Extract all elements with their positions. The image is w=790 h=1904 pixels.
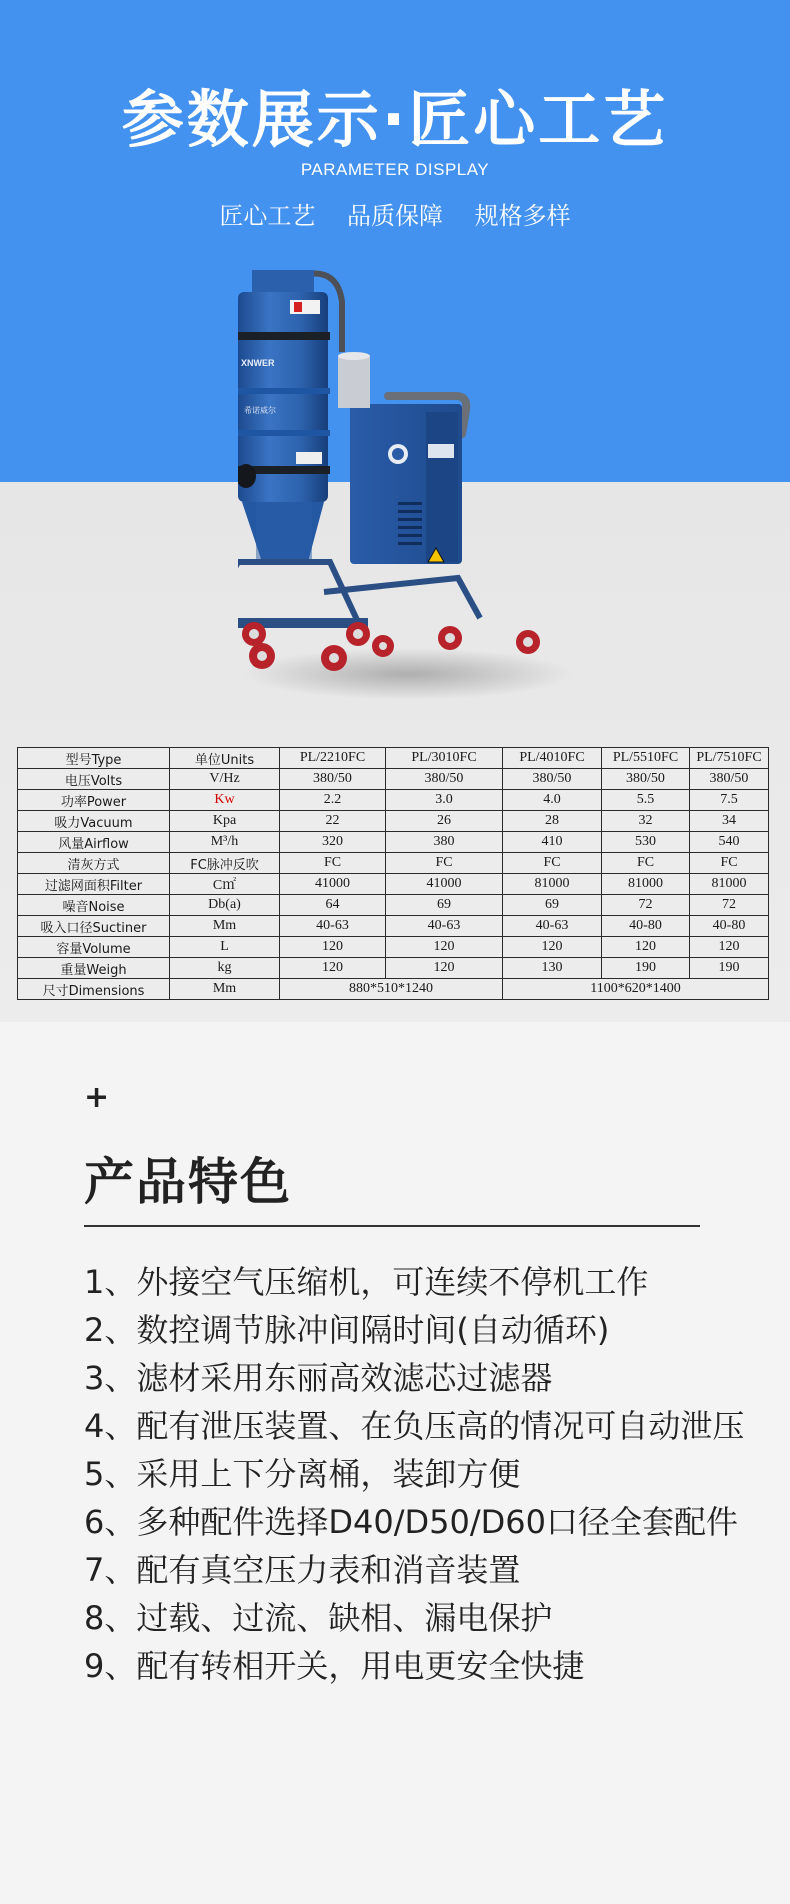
table-cell: PL/4010FC	[503, 748, 602, 769]
table-cell: Mm	[170, 916, 280, 937]
table-cell: 530	[602, 832, 690, 853]
table-cell: 380/50	[690, 769, 769, 790]
table-cell: 380	[386, 832, 503, 853]
spec-table	[17, 747, 769, 1000]
table-cell: 吸力Vacuum	[18, 811, 170, 832]
table-cell: PL/5510FC	[602, 748, 690, 769]
table-cell: 容量Volume	[18, 937, 170, 958]
slogan-variety: 规格多样	[474, 202, 571, 230]
table-row	[18, 790, 769, 811]
table-cell: 40-80	[690, 916, 769, 937]
features-list	[84, 1258, 744, 1690]
table-row	[18, 916, 769, 937]
features-heading: 产品特色	[84, 1153, 292, 1211]
table-cell: 2.2	[280, 790, 386, 811]
table-cell: C㎡	[170, 874, 280, 895]
table-cell: 40-80	[602, 916, 690, 937]
table-cell: FC	[602, 853, 690, 874]
table-cell: 5.5	[602, 790, 690, 811]
table-cell: 32	[602, 811, 690, 832]
table-cell: 72	[602, 895, 690, 916]
slogan-quality: 品质保障	[347, 202, 443, 230]
table-cell: 120	[386, 958, 503, 979]
table-cell: 72	[690, 895, 769, 916]
table-cell: 540	[690, 832, 769, 853]
table-row	[18, 979, 769, 1000]
table-cell: 69	[503, 895, 602, 916]
machine-brand-cn: 希诺威尔	[244, 406, 276, 415]
feature-item: 3、滤材采用东丽高效滤芯过滤器	[84, 1359, 553, 1397]
table-cell: 81000	[690, 874, 769, 895]
table-cell: 41000	[386, 874, 503, 895]
table-cell: 380/50	[503, 769, 602, 790]
machine-brand-text: XNWER	[241, 358, 275, 368]
table-cell: 清灰方式	[18, 853, 170, 874]
table-row	[18, 748, 769, 769]
table-cell: L	[170, 937, 280, 958]
table-cell: 4.0	[503, 790, 602, 811]
table-cell: 风量Airflow	[18, 832, 170, 853]
spec-table-body	[18, 748, 769, 1000]
feature-item: 4、配有泄压装置、在负压高的情况可自动泄压	[84, 1407, 745, 1445]
table-cell: 40-63	[280, 916, 386, 937]
table-cell: 130	[503, 958, 602, 979]
slogan-row	[0, 196, 790, 231]
table-cell: 120	[280, 958, 386, 979]
table-cell: 40-63	[386, 916, 503, 937]
table-cell: 41000	[280, 874, 386, 895]
table-cell: PL/7510FC	[690, 748, 769, 769]
table-row	[18, 958, 769, 979]
features-divider	[84, 1225, 700, 1227]
table-cell: 40-63	[503, 916, 602, 937]
feature-item: 9、配有转相开关，用电更安全快捷	[84, 1647, 585, 1685]
table-cell: FC	[503, 853, 602, 874]
plus-mark: +	[84, 1080, 110, 1115]
page-subtitle-en: PARAMETER DISPLAY	[300, 160, 490, 179]
table-cell: V/Hz	[170, 769, 280, 790]
table-cell: 410	[503, 832, 602, 853]
table-row	[18, 895, 769, 916]
feature-item: 7、配有真空压力表和消音装置	[84, 1551, 521, 1589]
table-cell: kg	[170, 958, 280, 979]
table-cell: FC	[386, 853, 503, 874]
table-cell: 型号Type	[18, 748, 170, 769]
table-cell: 320	[280, 832, 386, 853]
table-cell: 120	[503, 937, 602, 958]
table-cell: Mm	[170, 979, 280, 1000]
table-cell: 81000	[602, 874, 690, 895]
table-cell: 22	[280, 811, 386, 832]
table-cell: 190	[690, 958, 769, 979]
table-row	[18, 937, 769, 958]
table-cell: 120	[690, 937, 769, 958]
feature-item: 5、采用上下分离桶，装卸方便	[84, 1455, 521, 1493]
feature-item: 6、多种配件选择D40/D50/D60口径全套配件	[84, 1503, 739, 1541]
table-cell: PL/2210FC	[280, 748, 386, 769]
vacuum-cleaner-image	[238, 262, 578, 702]
table-cell: 过滤网面积Filter	[18, 874, 170, 895]
table-row	[18, 811, 769, 832]
table-cell: Kpa	[170, 811, 280, 832]
table-cell: 噪音Noise	[18, 895, 170, 916]
table-cell: 重量Weigh	[18, 958, 170, 979]
feature-item: 8、过载、过流、缺相、漏电保护	[84, 1599, 553, 1637]
table-cell: 120	[280, 937, 386, 958]
table-cell: 吸入口径Suctiner	[18, 916, 170, 937]
table-cell: Kw	[170, 790, 280, 811]
table-cell: 64	[280, 895, 386, 916]
table-cell: FC脉冲反吹	[170, 853, 280, 874]
table-cell: 尺寸Dimensions	[18, 979, 170, 1000]
table-row	[18, 853, 769, 874]
table-cell: 28	[503, 811, 602, 832]
table-cell: 26	[386, 811, 503, 832]
table-cell: 81000	[503, 874, 602, 895]
table-cell: 7.5	[690, 790, 769, 811]
table-cell: 3.0	[386, 790, 503, 811]
table-cell: 380/50	[280, 769, 386, 790]
table-cell: 功率Power	[18, 790, 170, 811]
table-cell: 电压Volts	[18, 769, 170, 790]
feature-item: 1、外接空气压缩机，可连续不停机工作	[84, 1263, 649, 1301]
table-cell: PL/3010FC	[386, 748, 503, 769]
table-cell: 34	[690, 811, 769, 832]
table-row	[18, 874, 769, 895]
table-cell: 380/50	[386, 769, 503, 790]
table-cell: FC	[280, 853, 386, 874]
page-title: 参数展示·匠心工艺	[121, 83, 669, 156]
table-row	[18, 832, 769, 853]
table-cell: 单位Units	[170, 748, 280, 769]
slogan-craft: 匠心工艺	[219, 202, 316, 230]
table-cell: 880*510*1240	[280, 979, 503, 1000]
table-cell: 69	[386, 895, 503, 916]
table-cell: FC	[690, 853, 769, 874]
table-cell: 1100*620*1400	[503, 979, 769, 1000]
table-cell: M³/h	[170, 832, 280, 853]
table-cell: 120	[602, 937, 690, 958]
table-cell: 380/50	[602, 769, 690, 790]
table-cell: 120	[386, 937, 503, 958]
table-cell: 190	[602, 958, 690, 979]
table-cell: Db(a)	[170, 895, 280, 916]
table-row	[18, 769, 769, 790]
feature-item: 2、数控调节脉冲间隔时间(自动循环)	[84, 1311, 610, 1349]
